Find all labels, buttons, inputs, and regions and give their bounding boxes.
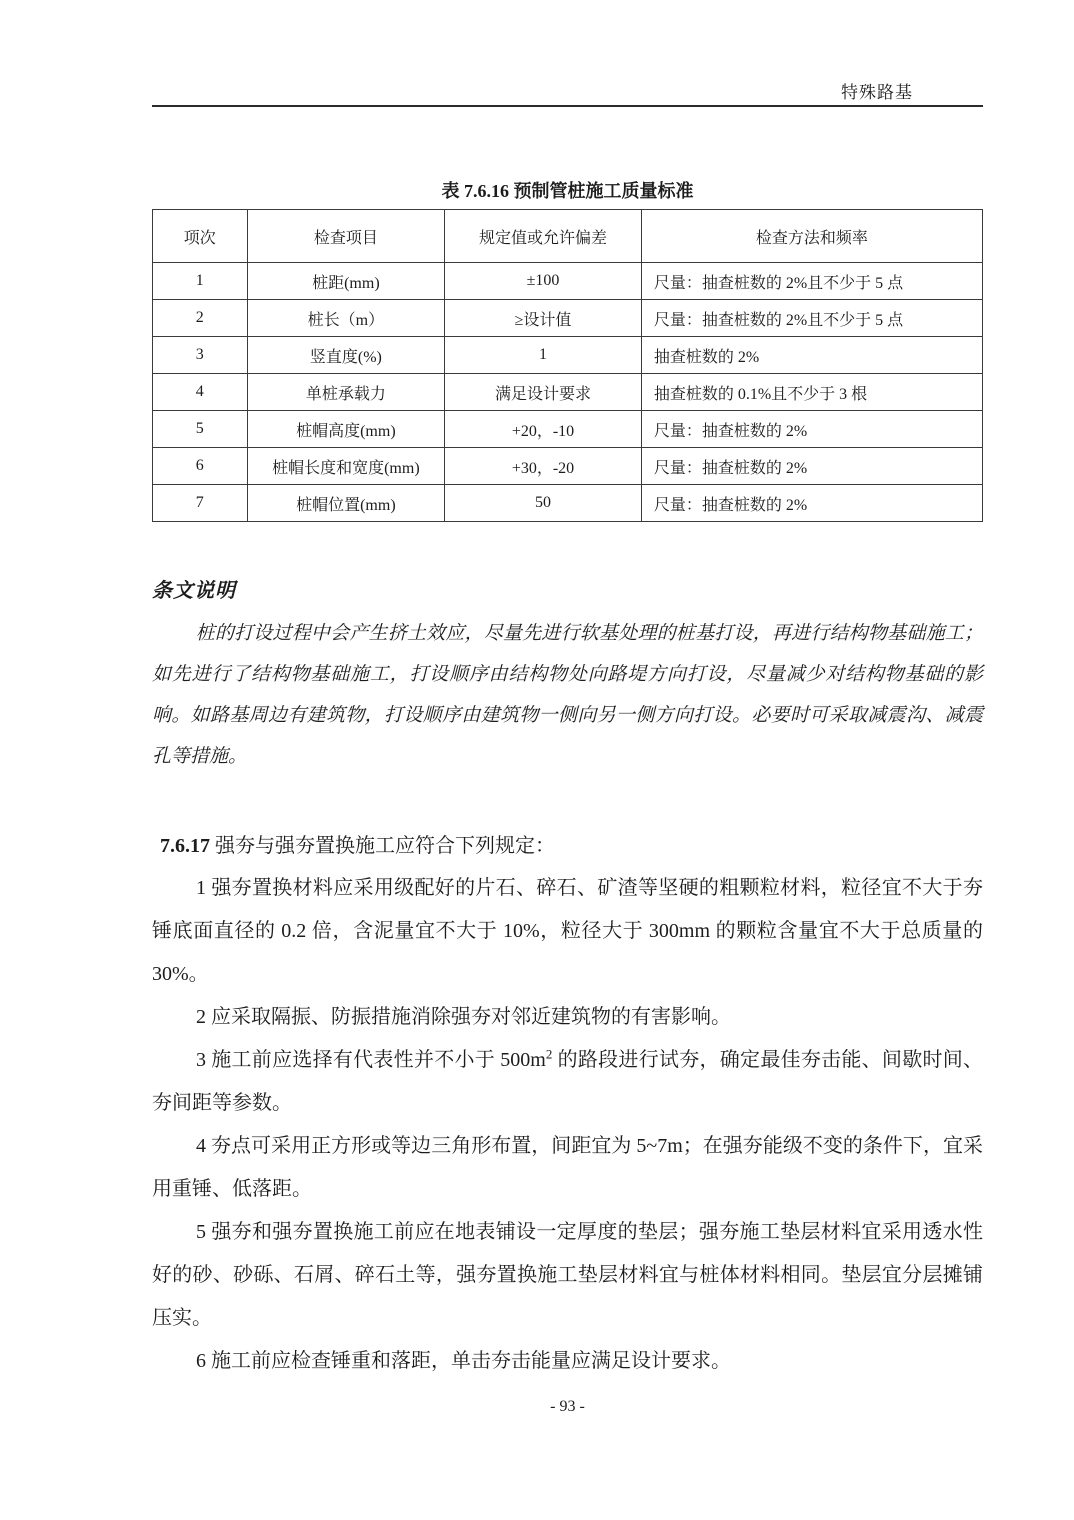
cell-value: ≥设计值 xyxy=(445,300,642,337)
cell-item: 桩距(mm) xyxy=(247,263,445,300)
cell-method: 尺量：抽查桩数的 2% xyxy=(641,485,982,522)
cell-value: 1 xyxy=(445,337,642,374)
cell-method: 尺量：抽查桩数的 2%且不少于 5 点 xyxy=(641,263,982,300)
column-header-method: 检查方法和频率 xyxy=(641,210,982,263)
clause-3-post: 的路段进行试夯，确定最佳夯击能、间歇时间、夯间距等参数。 xyxy=(152,1049,983,1114)
cell-value: 50 xyxy=(445,485,642,522)
cell-item: 竖直度(%) xyxy=(247,337,445,374)
column-header-index: 项次 xyxy=(153,210,248,263)
cell-item: 桩帽高度(mm) xyxy=(247,411,445,448)
table-row xyxy=(153,300,983,337)
table-row xyxy=(153,448,983,485)
cell-value: 满足设计要求 xyxy=(445,374,642,411)
clause-3 xyxy=(152,1039,983,1125)
table-row xyxy=(153,337,983,374)
cell-index: 5 xyxy=(153,411,248,448)
cell-value: ±100 xyxy=(445,263,642,300)
column-header-item: 检查项目 xyxy=(247,210,445,263)
section-heading xyxy=(152,831,983,861)
cell-index: 7 xyxy=(153,485,248,522)
table-header-row xyxy=(153,210,983,263)
running-header xyxy=(152,0,983,107)
table-row xyxy=(153,263,983,300)
table-caption: 表 7.6.16 预制管桩施工质量标准 xyxy=(441,181,694,201)
clause-3-pre: 3 施工前应选择有代表性并不小于 500m xyxy=(196,1049,546,1071)
section-title: 强夯与强夯置换施工应符合下列规定： xyxy=(215,835,555,857)
cell-method: 尺量：抽查桩数的 2% xyxy=(641,411,982,448)
clause-5: 5 强夯和强夯置换施工前应在地表铺设一定厚度的垫层；强夯施工垫层材料宜采用透水性好的砂、砂砾、石屑、碎石土等，强夯置换施工垫层材料宜与桩体材料相同。垫层宜分层摊铺压实。 xyxy=(152,1221,983,1329)
chapter-title: 特殊路基 xyxy=(841,83,913,102)
cell-index: 3 xyxy=(153,337,248,374)
cell-item: 桩长（m） xyxy=(247,300,445,337)
clause-list xyxy=(152,867,983,1383)
page-number: - 93 - xyxy=(550,1398,585,1415)
section-number: 7.6.17 xyxy=(160,835,210,857)
cell-item: 单桩承载力 xyxy=(247,374,445,411)
cell-method: 尺量：抽查桩数的 2%且不少于 5 点 xyxy=(641,300,982,337)
quality-standard-table xyxy=(152,209,983,522)
cell-index: 1 xyxy=(153,263,248,300)
table-row xyxy=(153,411,983,448)
table-row xyxy=(153,485,983,522)
cell-item: 桩帽位置(mm) xyxy=(247,485,445,522)
table-row xyxy=(153,374,983,411)
cell-value: +20，-10 xyxy=(445,411,642,448)
cell-index: 6 xyxy=(153,448,248,485)
clause-1: 1 强夯置换材料应采用级配好的片石、碎石、矿渣等坚硬的粗颗粒材料，粒径宜不大于夯锤底面直径的 0.2 倍，含泥量宜不大于 10%，粒径大于 300mm 的颗粒含量宜不大于总质量的 30%。 xyxy=(152,877,983,985)
cell-item: 桩帽长度和宽度(mm) xyxy=(247,448,445,485)
clause-6: 6 施工前应检查锤重和落距，单击夯击能量应满足设计要求。 xyxy=(196,1350,731,1372)
cell-index: 4 xyxy=(153,374,248,411)
superscript-2: 2 xyxy=(545,1046,553,1062)
commentary-paragraph: 桩的打设过程中会产生挤土效应，尽量先进行软基处理的桩基打设，再进行结构物基础施工；如先进行了结构物基础施工，打设顺序由结构物处向路堤方向打设，尽量减少对结构物基础的影响。如路基周边有建筑物，打设顺序由建筑物一侧向另一侧方向打设。必要时可采取减震沟、减震孔等措施。 xyxy=(152,623,983,767)
clause-4: 4 夯点可采用正方形或等边三角形布置，间距宜为 5~7m；在强夯能级不变的条件下，宜采用重锤、低落距。 xyxy=(152,1135,983,1200)
content-column xyxy=(152,0,983,1383)
clause-2: 2 应采取隔振、防振措施消除强夯对邻近建筑物的有害影响。 xyxy=(196,1006,731,1028)
cell-value: +30，-20 xyxy=(445,448,642,485)
cell-method: 抽查桩数的 0.1%且不少于 3 根 xyxy=(641,374,982,411)
cell-method: 抽查桩数的 2% xyxy=(641,337,982,374)
cell-index: 2 xyxy=(153,300,248,337)
commentary-heading: 条文说明 xyxy=(152,580,236,602)
cell-method: 尺量：抽查桩数的 2% xyxy=(641,448,982,485)
column-header-value: 规定值或允许偏差 xyxy=(445,210,642,263)
